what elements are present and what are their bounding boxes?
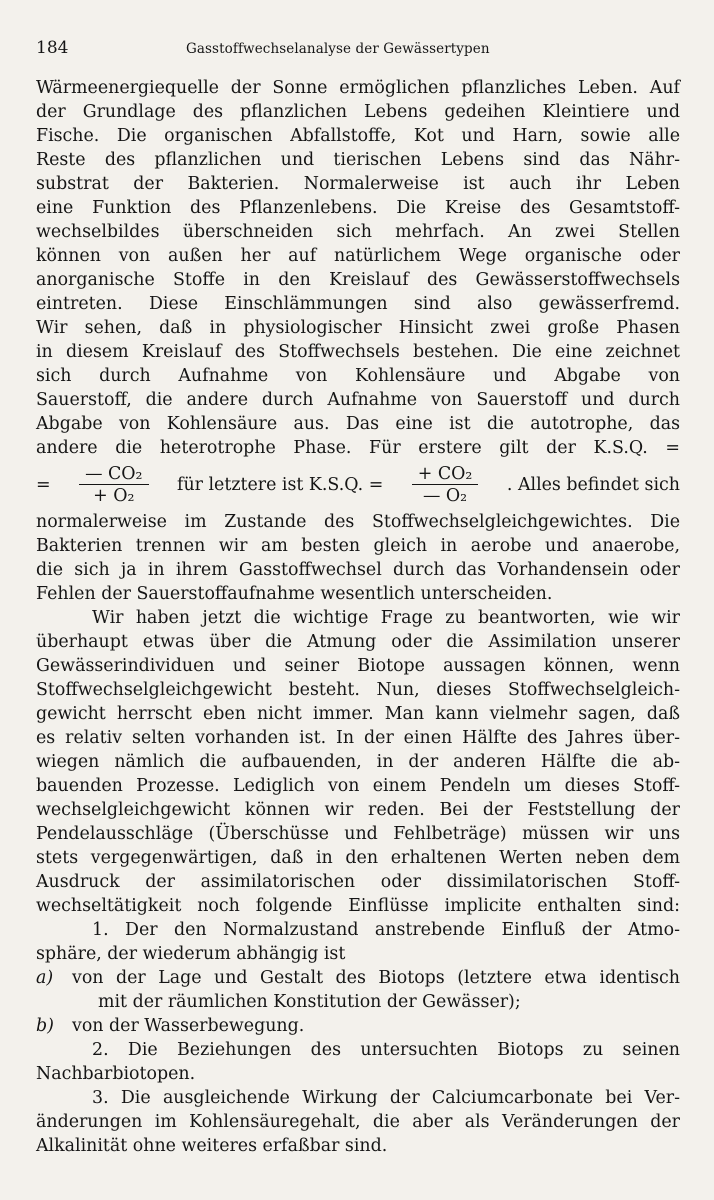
fraction-autotrophic	[79, 464, 148, 507]
text-line: normalerweise im Zustande des Stoffwechselgleichgewichtes. Die	[36, 512, 680, 532]
text-line: stets vergegenwärtigen, daß in den erhaltenen Werten neben dem	[36, 848, 680, 868]
text-line: Alkalinität ohne weiteres erfaßbar sind.	[36, 1136, 388, 1156]
text-line: sphäre, der wiederum abhängig ist	[36, 944, 346, 964]
text-line: Wir sehen, daß in physiologischer Hinsicht zwei große Phasen	[36, 318, 680, 338]
text-line: Reste des pflanzlichen und tierischen Lebens sind das Nähr-	[36, 150, 680, 170]
page-header	[36, 38, 680, 58]
formula-tail-text: . Alles befindet sich	[506, 475, 680, 495]
page-number: 184	[36, 38, 69, 58]
text-line: bauenden Prozesse. Lediglich von einem Pendeln um dieses Stoff-	[36, 776, 680, 796]
text-line: Stoffwechselgleichgewicht besteht. Nun, dieses Stoffwechselgleich-	[36, 680, 680, 700]
text-line: Fehlen der Sauerstoffaufnahme wesentlich unterscheiden.	[36, 584, 553, 604]
text-line: wechselgleichgewicht können wir reden. Bei der Feststellung der	[36, 800, 680, 820]
paragraph-1	[36, 76, 680, 606]
text-line: von der Wasserbewegung.	[72, 1016, 305, 1036]
item-label: a)	[36, 968, 54, 988]
fraction-heterotrophic	[412, 464, 479, 507]
text-line: Pendelausschläge (Überschüsse und Fehlbeträge) müssen wir uns	[36, 824, 680, 844]
text-line: eine Funktion des Pflanzenlebens. Die Kreise des Gesamtstoff-	[36, 198, 680, 218]
text-line: Sauerstoff, die andere durch Aufnahme von Sauerstoff und durch	[36, 390, 680, 410]
text-line: die sich ja in ihrem Gasstoffwechsel durch das Vorhandensein oder	[36, 560, 680, 580]
text-line: änderungen im Kohlensäuregehalt, die aber als Veränderungen der	[36, 1112, 680, 1132]
fraction-numerator: — CO₂	[79, 464, 148, 485]
text-line: Fische. Die organischen Abfallstoffe, Kot und Harn, sowie alle	[36, 126, 680, 146]
text-line: Nachbarbiotopen.	[36, 1064, 196, 1084]
text-line: 2. Die Beziehungen des untersuchten Biotops zu seinen	[92, 1040, 680, 1060]
item-label: b)	[36, 1016, 54, 1036]
fraction-denominator: + O₂	[93, 485, 135, 506]
running-title: Gasstoffwechselanalyse der Gewässertypen	[186, 41, 490, 57]
text-line: es relativ selten vorhanden ist. In der einen Hälfte des Jahres über-	[36, 728, 680, 748]
body-text	[36, 76, 680, 1158]
text-line: von der Lage und Gestalt des Biotops (letztere etwa identisch	[72, 968, 680, 988]
list-item-3	[36, 1086, 680, 1158]
text-line: andere die heterotrophe Phase. Für erstere gilt der K.S.Q. =	[36, 438, 680, 458]
text-line: sich durch Aufnahme von Kohlensäure und Abgabe von	[36, 366, 680, 386]
text-line: Bakterien trennen wir am besten gleich in aerobe und anaerobe,	[36, 536, 680, 556]
list-item-1	[36, 918, 680, 966]
text-line: Wir haben jetzt die wichtige Frage zu beantworten, wie wir	[92, 608, 680, 628]
ksq-formula-line	[36, 460, 680, 510]
text-line: Ausdruck der assimilatorischen oder dissimilatorischen Stoff-	[36, 872, 680, 892]
formula-lead: =	[36, 475, 51, 495]
text-line: Gewässerindividuen und seiner Biotope aussagen können, wenn	[36, 656, 680, 676]
text-line: in diesem Kreislauf des Stoffwechsels bestehen. Die eine zeichnet	[36, 342, 680, 362]
fraction-numerator: + CO₂	[412, 464, 479, 485]
fraction-denominator: — O₂	[423, 485, 468, 506]
paragraph-2	[36, 606, 680, 918]
text-line: substrat der Bakterien. Normalerweise ist auch ihr Leben	[36, 174, 680, 194]
formula-middle-text: für letztere ist K.S.Q. =	[177, 475, 384, 495]
text-line: Abgabe von Kohlensäure aus. Das eine ist die autotrophe, das	[36, 414, 680, 434]
list-item-b	[36, 1014, 680, 1038]
text-line: 1. Der den Normalzustand anstrebende Einfluß der Atmo-	[92, 920, 680, 940]
text-line: mit der räumlichen Konstitution der Gewässer);	[98, 992, 521, 1012]
text-line: wechseltätigkeit noch folgende Einflüsse implicite enthalten sind:	[36, 896, 680, 916]
text-line: anorganische Stoffe in den Kreislauf des Gewässerstoffwechsels	[36, 270, 680, 290]
text-line: überhaupt etwas über die Atmung oder die Assimilation unserer	[36, 632, 680, 652]
text-line: wiegen nämlich die aufbauenden, in der anderen Hälfte die ab-	[36, 752, 680, 772]
text-line: eintreten. Diese Einschlämmungen sind also gewässerfremd.	[36, 294, 680, 314]
text-line: Wärmeenergiequelle der Sonne ermöglichen pflanzliches Leben. Auf	[36, 78, 680, 98]
text-line: 3. Die ausgleichende Wirkung der Calciumcarbonate bei Ver-	[92, 1088, 680, 1108]
text-line: wechselbildes überschneiden sich mehrfach. An zwei Stellen	[36, 222, 680, 242]
text-line: können von außen her auf natürlichem Wege organische oder	[36, 246, 680, 266]
text-line: gewicht herrscht eben nicht immer. Man kann vielmehr sagen, daß	[36, 704, 680, 724]
text-line: der Grundlage des pflanzlichen Lebens gedeihen Kleintiere und	[36, 102, 680, 122]
list-item-2	[36, 1038, 680, 1086]
list-item-a	[36, 966, 680, 1014]
